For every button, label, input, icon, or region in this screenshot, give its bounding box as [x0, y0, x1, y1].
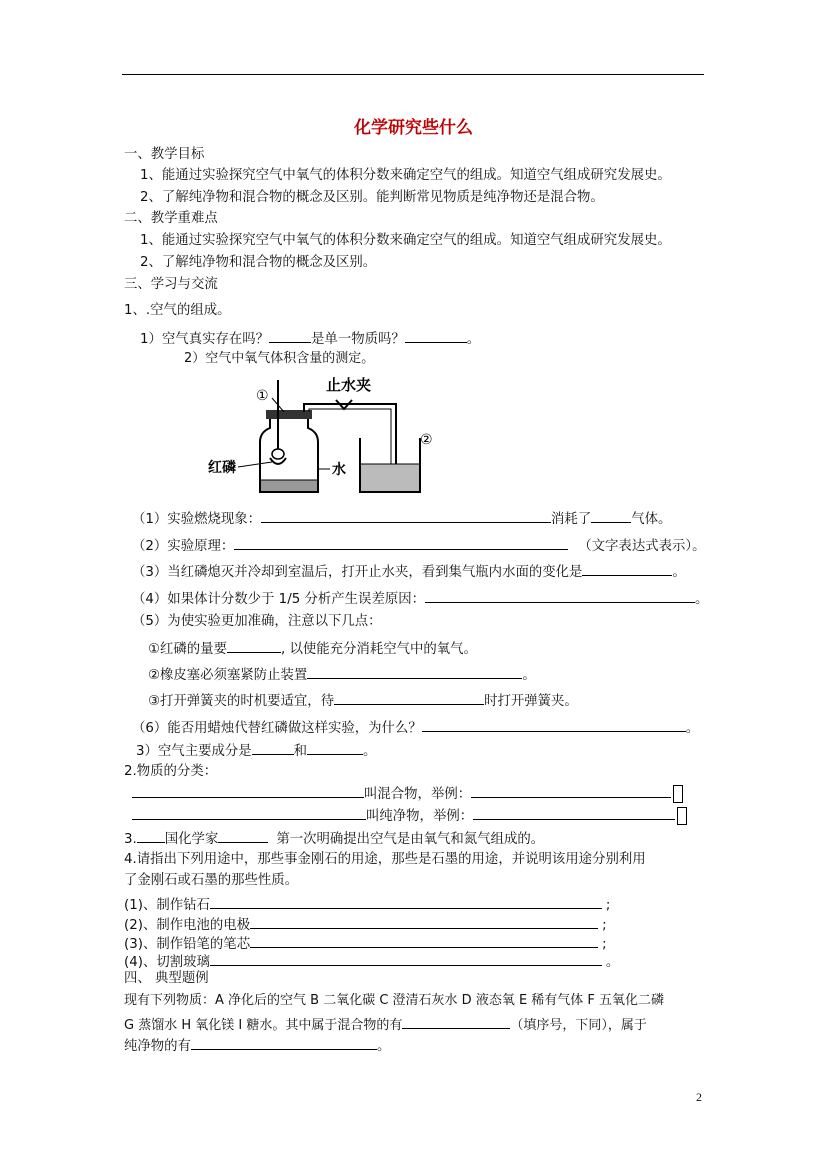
answer-blank[interactable] [132, 805, 366, 820]
answer-blank[interactable] [405, 328, 467, 343]
answer-blank[interactable] [250, 914, 598, 929]
answer-blank[interactable] [210, 894, 602, 909]
exp-q3: （3）当红磷熄灭并冷却到室温后，打开止水夹，看到集气瓶内水面的变化是 。 [132, 561, 686, 582]
section1-heading: 一、教学目标 [124, 147, 205, 162]
answer-blank[interactable] [250, 933, 598, 948]
answer-blank[interactable] [137, 828, 165, 843]
exp-q6: （6）能否用蜡烛代替红磷做这样实验，为什么？ 。 [132, 717, 699, 738]
water-label: 水 [332, 462, 346, 478]
exp-q4: （4）如果体计分数少于 1/5 分析产生误差原因： 。 [132, 588, 708, 609]
answer-blank[interactable] [261, 508, 551, 523]
exp-q5-a: ①红磷的量要 , 以使能充分消耗空气中的氧气。 [148, 638, 477, 659]
answer-blank[interactable] [252, 740, 294, 755]
answer-blank[interactable] [269, 328, 311, 343]
answer-blank[interactable] [334, 690, 484, 705]
answer-blank[interactable] [191, 1035, 377, 1050]
example-line2: G 蒸馏水 H 氧化镁 I 糖水。其中属于混合物的有 （填序号，下同），属于 [124, 1014, 647, 1035]
answer-blank[interactable] [307, 664, 522, 679]
section2-item1: 1、能通过实验探究空气中氧气的体积分数来确定空气的组成。知道空气组成研究发展史。 [140, 233, 671, 248]
air-composition-heading: 1、.空气的组成。 [124, 303, 231, 318]
answer-blank[interactable] [132, 783, 364, 798]
page-title: 化学研究些什么 [354, 118, 473, 138]
answer-blank[interactable] [471, 783, 671, 798]
answer-blank[interactable] [473, 805, 675, 820]
exp-q1: （1）实验燃烧现象： 消耗了 气体。 [132, 508, 671, 529]
phosphorus-flame [272, 449, 284, 459]
red-phosphorus-label: 红磷 [208, 460, 236, 476]
answer-blank[interactable] [425, 588, 695, 603]
pure-definition: 叫纯净物，举例： [132, 805, 687, 826]
section2-heading: 二、教学重难点 [124, 211, 218, 226]
answer-box[interactable] [677, 807, 687, 825]
apparatus-figure [208, 372, 448, 500]
exp-q5-b: ②橡皮塞必须塞紧防止装置 。 [148, 664, 536, 685]
classification-heading: 2.物质的分类： [124, 764, 218, 779]
answer-blank[interactable] [582, 561, 672, 576]
question-3: 3. 国化学家 第一次明确提出空气是由氧气和氮气组成的。 [124, 828, 544, 849]
question-4-item4: (4)、切割玻璃 。 [124, 951, 619, 972]
label-2: ② [420, 432, 433, 448]
section1-item1: 1、能通过实验探究空气中氧气的体积分数来确定空气的组成。知道空气组成研究发展史。 [140, 168, 671, 183]
question-air-exists: 1）空气真实存在吗？ 是单一物质吗？ 。 [140, 328, 480, 349]
header-rule [122, 74, 704, 75]
answer-blank[interactable] [422, 717, 686, 732]
answer-blank[interactable] [227, 638, 281, 653]
answer-blank[interactable] [210, 951, 602, 966]
exp-q5: （5）为使实验更加准确，注意以下几点： [132, 614, 382, 629]
page-number: 2 [696, 1090, 702, 1104]
mixture-definition: 叫混合物，举例： [132, 783, 683, 804]
section4-heading: 四、 典型题例 [124, 971, 209, 986]
bottle-water [261, 480, 317, 491]
answer-box[interactable] [673, 785, 683, 803]
beaker-water [361, 464, 419, 491]
air-main-components: 3）空气主要成分是 和 。 [136, 740, 376, 761]
question-4-item2: (2)、制作电池的电极 ; [124, 914, 607, 935]
clamp-label: 止水夹 [326, 376, 372, 394]
question-4-line2: 了金刚石或石墨的那些性质。 [124, 873, 299, 888]
section2-item2: 2、了解纯净物和混合物的概念及区别。 [140, 255, 377, 270]
label-1: ① [256, 388, 269, 404]
question-4-item1: (1)、制作钻石 ; [124, 894, 610, 915]
question-4-line1: 4.请指出下列用途中，那些事金刚石的用途，那些是石墨的用途，并说明该用途分别利用 [124, 852, 646, 867]
question-text: 是单一物质吗？ [311, 332, 405, 347]
oxygen-measure-heading: 2）空气中氧气体积含量的测定。 [184, 351, 375, 366]
example-line1: 现有下列物质：A 净化后的空气 B 二氧化碳 C 澄清石灰水 D 液态氧 E 稀有气体 F 五氧化二磷 [124, 993, 665, 1008]
section1-item2: 2、了解纯净物和混合物的概念及区别。能判断常见物质是纯净物还是混合物。 [140, 190, 604, 205]
answer-blank[interactable] [218, 828, 268, 843]
exp-q2: （2）实验原理： （文字表达式表示）。 [132, 535, 705, 556]
answer-blank[interactable] [234, 535, 568, 550]
answer-blank[interactable] [402, 1014, 510, 1029]
answer-blank[interactable] [591, 508, 631, 523]
example-line3: 纯净物的有 。 [124, 1035, 390, 1056]
section3-heading: 三、学习与交流 [124, 277, 218, 292]
question-4-item3: (3)、制作铅笔的笔芯 ; [124, 933, 607, 954]
question-text: 1）空气真实存在吗？ [140, 332, 270, 347]
exp-q5-c: ③打开弹簧夹的时机要适宜，待 时打开弹簧夹。 [148, 690, 578, 711]
answer-blank[interactable] [307, 740, 363, 755]
rubber-stopper [266, 410, 312, 419]
